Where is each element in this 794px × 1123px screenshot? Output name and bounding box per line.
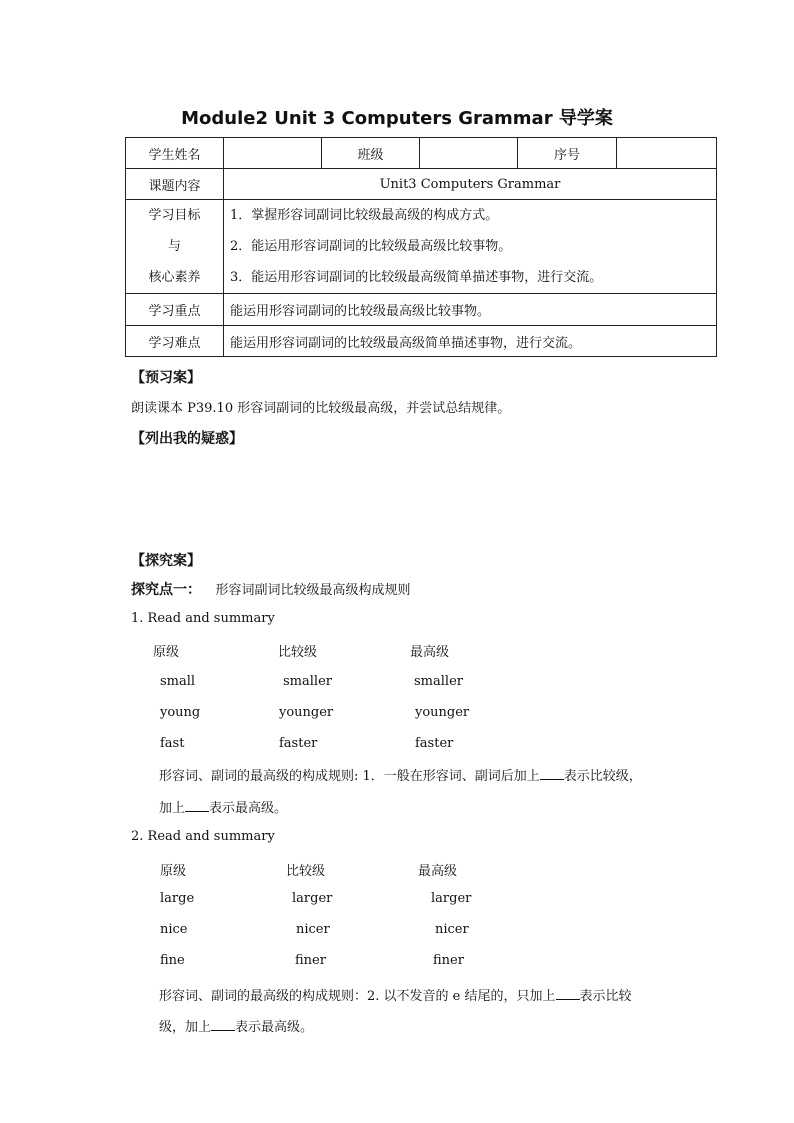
part2-cell: nicer: [435, 922, 469, 937]
part2-cell: large: [160, 891, 195, 906]
part1-cell: fast: [160, 736, 185, 751]
topic-label: 课题内容: [126, 169, 224, 200]
goals-label-line-3: 核心素养: [148, 270, 201, 285]
explore-point-label: 探究点一：: [131, 582, 201, 598]
part2-header-base: 原级: [160, 864, 187, 879]
part2-cell: fine: [160, 953, 185, 968]
part2-cell: larger: [292, 891, 333, 906]
part2-rule-line-2: 级，加上 表示最高级。: [159, 1020, 314, 1035]
part1-cell: faster: [279, 736, 318, 751]
explore-point-text: 形容词副词比较级最高级构成规则: [215, 583, 411, 598]
answer-blank[interactable]: [540, 767, 564, 780]
goals-label-line-2: 与: [167, 239, 181, 254]
part1-rule-line-2: 加上 表示最高级。: [159, 801, 288, 816]
info-table: [125, 137, 717, 357]
part2-cell: larger: [431, 891, 472, 906]
goals-label-line-1: 学习目标: [148, 208, 201, 223]
student-name-label: 学生姓名: [126, 138, 224, 169]
part2-cell: finer: [433, 953, 464, 968]
difficulty-value: 能运用形容词副词的比较级最高级简单描述事物，进行交流。: [224, 326, 717, 357]
number-label: 序号: [518, 138, 617, 169]
part2-header-superlative: 最高级: [418, 864, 458, 879]
answer-blank[interactable]: [556, 987, 580, 1000]
questions-heading: 【列出我的疑惑】: [131, 431, 243, 447]
part1-rule-line-1: 形容词、副词的最高级的构成规则: 1．一般在形容词、副词后加上 表示比较级，: [159, 769, 642, 784]
explore-point: [131, 579, 410, 599]
part1-cell: smaller: [414, 674, 463, 689]
difficulty-label: 学习难点: [126, 326, 224, 357]
student-name-field[interactable]: [224, 138, 322, 169]
part2-cell: nicer: [296, 922, 330, 937]
goal-item: 2．能运用形容词副词的比较级最高级比较事物。: [230, 239, 512, 254]
topic-value: Unit3 Computers Grammar: [224, 169, 717, 200]
goal-item: 3．能运用形容词副词的比较级最高级简单描述事物，进行交流。: [230, 270, 603, 285]
goals-list: [224, 200, 717, 294]
part2-header-comparative: 比较级: [286, 864, 326, 879]
focus-label: 学习重点: [126, 294, 224, 326]
focus-value: 能运用形容词副词的比较级最高级比较事物。: [224, 294, 717, 326]
part2-cell: nice: [160, 922, 188, 937]
goal-item: 1．掌握形容词副词比较级最高级的构成方式。: [230, 208, 499, 223]
part2-title: 2. Read and summary: [131, 829, 275, 844]
goals-label: [126, 200, 224, 294]
class-label: 班级: [322, 138, 420, 169]
preview-text: 朗读课本 P39.10 形容词副词的比较级最高级，并尝试总结规律。: [131, 401, 511, 416]
part1-cell: smaller: [283, 674, 332, 689]
part1-header-comparative: 比较级: [278, 645, 318, 660]
explore-heading: 【探究案】: [131, 553, 201, 569]
part1-cell: younger: [279, 705, 334, 720]
part2-rule-line-1: 形容词、副词的最高级的构成规则：2. 以不发音的 e 结尾的，只加上 表示比较: [159, 989, 632, 1004]
number-field[interactable]: [617, 138, 717, 169]
answer-blank[interactable]: [185, 799, 209, 812]
preview-heading: 【预习案】: [131, 370, 201, 386]
part1-header-base: 原级: [153, 645, 180, 660]
part1-cell: faster: [415, 736, 454, 751]
part1-cell: younger: [415, 705, 470, 720]
part1-cell: young: [160, 705, 201, 720]
part1-header-superlative: 最高级: [410, 645, 450, 660]
part1-title: 1. Read and summary: [131, 611, 275, 626]
part1-cell: small: [160, 674, 196, 689]
answer-blank[interactable]: [211, 1018, 235, 1031]
page-title: Module2 Unit 3 Computers Grammar 导学案: [181, 108, 613, 129]
part2-cell: finer: [295, 953, 326, 968]
class-field[interactable]: [420, 138, 518, 169]
